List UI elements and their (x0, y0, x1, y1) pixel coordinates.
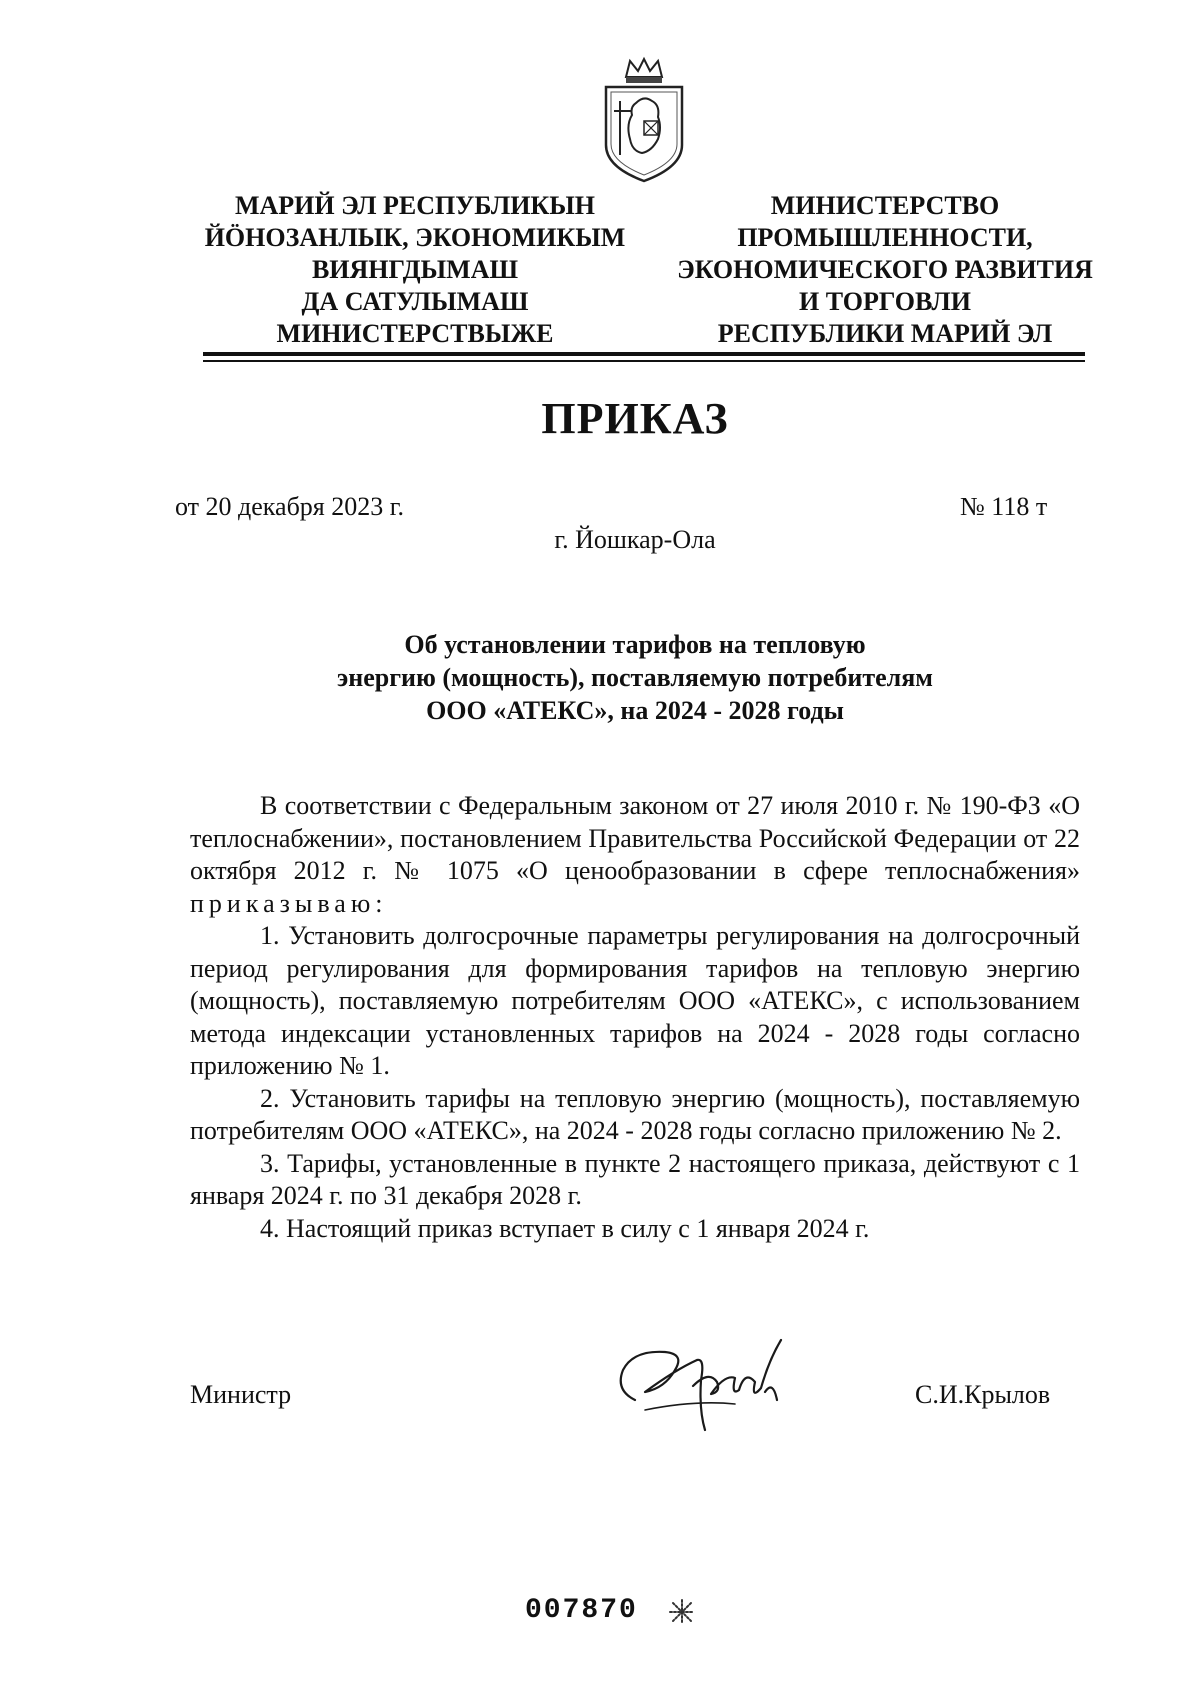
document-number: № 118 т (960, 492, 1048, 521)
document-body (190, 790, 1080, 1245)
preamble-paragraph (190, 790, 1080, 920)
header-left-line: ЙӦНОЗАНЛЫК, ЭКОНОМИКЫМ (204, 223, 626, 252)
order-item: 1. Установить долгосрочные параметры регулирования на долгосрочный период регулирования для формирования тарифов на тепловую энергию (мощность), поставляемую потребителям ООО «АТЕКС», с использованием метода индексации установленных тарифов на 2024 - 2028 годы согласно приложению № 1. (190, 921, 1080, 1080)
header-right-line: РЕСПУБЛИКИ МАРИЙ ЭЛ (717, 319, 1053, 348)
signatory-name: С.И.Крылов (915, 1380, 1051, 1409)
order-item: 2. Установить тарифы на тепловую энергию (мощность), поставляемую потребителям ООО «АТЕКС», на 2024 - 2028 годы согласно приложению № 2. (190, 1083, 1080, 1145)
order-word: приказываю: (190, 888, 388, 918)
document-title: ПРИКАЗ (541, 394, 729, 443)
header-right-line: ПРОМЫШЛЕННОСТИ, (737, 223, 1033, 252)
header-right-line: ЭКОНОМИЧЕСКОГО РАЗВИТИЯ (677, 255, 1093, 284)
subject-line: энергию (мощность), поставляемую потребителям (336, 663, 933, 692)
form-serial-number: 007870 (525, 1595, 638, 1626)
header-right-line: МИНИСТЕРСТВО (770, 191, 1000, 220)
order-item: 3. Тарифы, установленные в пункте 2 настоящего приказа, действуют с 1 января 2024 г. по 31 декабря 2028 г. (190, 1148, 1080, 1210)
subject-line: ООО «АТЕКС», на 2024 - 2028 годы (426, 696, 844, 725)
document-date: от 20 декабря 2023 г. (175, 492, 404, 521)
asterisk-mark-icon (668, 1598, 696, 1626)
header-divider-thin (203, 360, 1085, 362)
header-right-ministry-name (665, 190, 1105, 350)
document-subject (260, 628, 1010, 727)
header-divider-thick (203, 352, 1085, 356)
handwritten-signature (605, 1330, 805, 1440)
signatory-position: Министр (190, 1380, 292, 1409)
header-left-line: МАРИЙ ЭЛ РЕСПУБЛИКЫН (234, 191, 596, 220)
header-left-line: ВИЯНГДЫМАШ (311, 255, 519, 284)
preamble-text: В соответствии с Федеральным законом от 27 июля 2010 г. № 190-ФЗ «О теплоснабжении», постановлением Правительства Российской Федерации от 22 октября 2012 г. № 1075 «О ценообразовании в сфере теплоснабжения» (190, 791, 1080, 885)
document-city: г. Йошкар-Ола (554, 525, 716, 554)
header-right-line: И ТОРГОВЛИ (799, 287, 971, 316)
order-item: 4. Настоящий приказ вступает в силу с 1 января 2024 г. (260, 1213, 870, 1243)
header-left-line: ДА САТУЛЫМАШ (301, 287, 529, 316)
header-left-line: МИНИСТЕРСТВЫЖЕ (276, 319, 554, 348)
coat-of-arms-icon (596, 55, 692, 185)
header-left-ministry-name (195, 190, 635, 350)
subject-line: Об установлении тарифов на тепловую (404, 630, 866, 659)
